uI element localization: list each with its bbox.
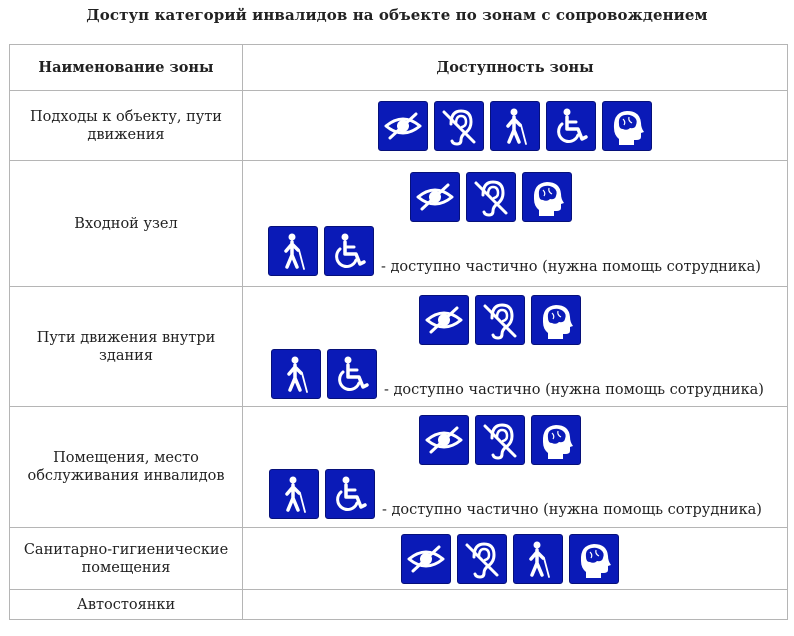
head-brain-icon bbox=[569, 534, 619, 584]
table-row bbox=[10, 528, 788, 590]
wheelchair-icon bbox=[327, 349, 377, 399]
table-row bbox=[10, 287, 788, 407]
table-row bbox=[10, 161, 788, 287]
ear-crossed-icon bbox=[466, 172, 516, 222]
ear-crossed-icon bbox=[475, 295, 525, 345]
wheelchair-icon bbox=[324, 226, 374, 276]
head-brain-icon bbox=[522, 172, 572, 222]
zone-name: Помещения, место обслуживания инвалидов bbox=[10, 407, 243, 528]
zone-name: Подходы к объекту, пути движения bbox=[10, 91, 243, 161]
zone-access bbox=[243, 590, 788, 620]
zone-access bbox=[243, 91, 788, 161]
zone-access bbox=[243, 407, 788, 528]
walking-cane-icon bbox=[268, 226, 318, 276]
eye-crossed-icon bbox=[378, 101, 428, 151]
zone-access bbox=[243, 161, 788, 287]
partial-access-note: - доступно частично (нужна помощь сотрудника) bbox=[382, 502, 762, 518]
ear-crossed-icon bbox=[434, 101, 484, 151]
wheelchair-icon bbox=[325, 469, 375, 519]
eye-crossed-icon bbox=[419, 415, 469, 465]
eye-crossed-icon bbox=[401, 534, 451, 584]
table-row bbox=[10, 590, 788, 620]
page-title: Доступ категорий инвалидов на объекте по зонам с сопровождением bbox=[86, 6, 708, 24]
walking-cane-icon bbox=[490, 101, 540, 151]
zone-access bbox=[243, 528, 788, 590]
ear-crossed-icon bbox=[475, 415, 525, 465]
walking-cane-icon bbox=[513, 534, 563, 584]
table-header-row bbox=[10, 45, 788, 91]
table-row bbox=[10, 407, 788, 528]
eye-crossed-icon bbox=[410, 172, 460, 222]
walking-cane-icon bbox=[269, 469, 319, 519]
head-brain-icon bbox=[602, 101, 652, 151]
header-zone-access: Доступность зоны bbox=[243, 45, 788, 91]
zone-name: Санитарно-гигиенические помещения bbox=[10, 528, 243, 590]
head-brain-icon bbox=[531, 415, 581, 465]
head-brain-icon bbox=[531, 295, 581, 345]
partial-access-note: - доступно частично (нужна помощь сотрудника) bbox=[384, 381, 764, 398]
wheelchair-icon bbox=[546, 101, 596, 151]
walking-cane-icon bbox=[271, 349, 321, 399]
partial-access-note: - доступно частично (нужна помощь сотрудника) bbox=[381, 258, 761, 275]
zone-name: Входной узел bbox=[10, 161, 243, 287]
ear-crossed-icon bbox=[457, 534, 507, 584]
zone-access bbox=[243, 287, 788, 407]
header-zone-name: Наименование зоны bbox=[10, 45, 243, 91]
eye-crossed-icon bbox=[419, 295, 469, 345]
zone-name: Пути движения внутри здания bbox=[10, 287, 243, 407]
zone-name: Автостоянки bbox=[10, 590, 243, 620]
table-row bbox=[10, 91, 788, 161]
zones-access-table bbox=[9, 44, 788, 620]
